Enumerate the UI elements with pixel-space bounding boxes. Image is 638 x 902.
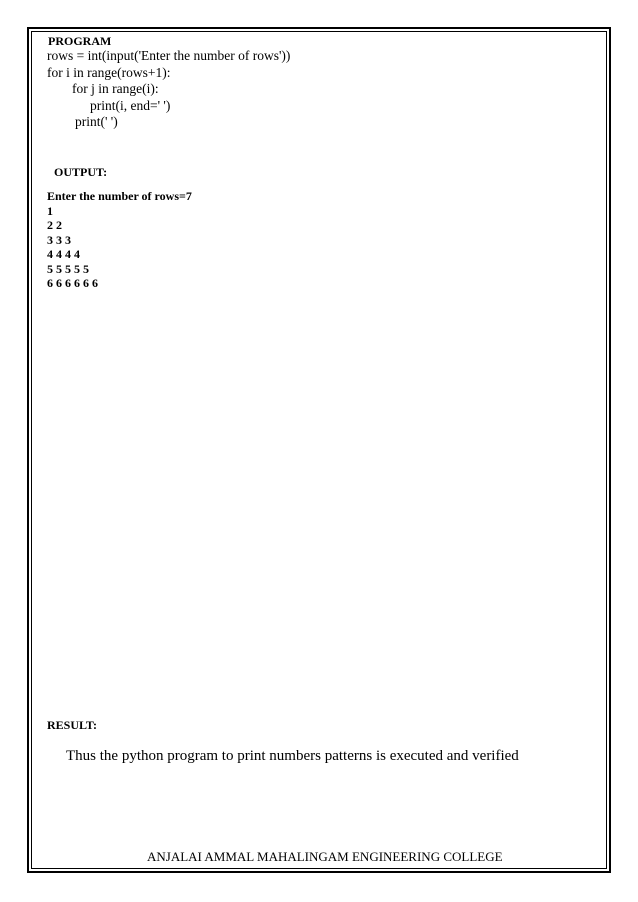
result-text: Thus the python program to print numbers patterns is executed and verified [66,748,519,764]
page-border-inner [31,31,607,869]
output-line-1: Enter the number of rows=7 [47,189,192,203]
output-heading: OUTPUT: [54,165,108,179]
code-line-1: rows = int(input('Enter the number of rows')) [47,48,291,63]
output-line-3: 2 2 [47,218,62,232]
code-line-5: print(' ') [75,114,118,129]
output-line-5: 4 4 4 4 [47,247,80,261]
footer-college-name: ANJALAI AMMAL MAHALINGAM ENGINEERING COLLEGE [147,849,503,864]
code-line-3: for j in range(i): [72,81,159,96]
output-line-2: 1 [47,204,53,218]
program-heading: PROGRAM [48,34,112,48]
output-line-4: 3 3 3 [47,233,71,247]
output-line-7: 6 6 6 6 6 6 [47,276,98,290]
output-line-6: 5 5 5 5 5 [47,262,89,276]
code-line-2: for i in range(rows+1): [47,65,171,80]
code-line-4: print(i, end=' ') [90,98,171,113]
result-heading: RESULT: [47,718,98,732]
